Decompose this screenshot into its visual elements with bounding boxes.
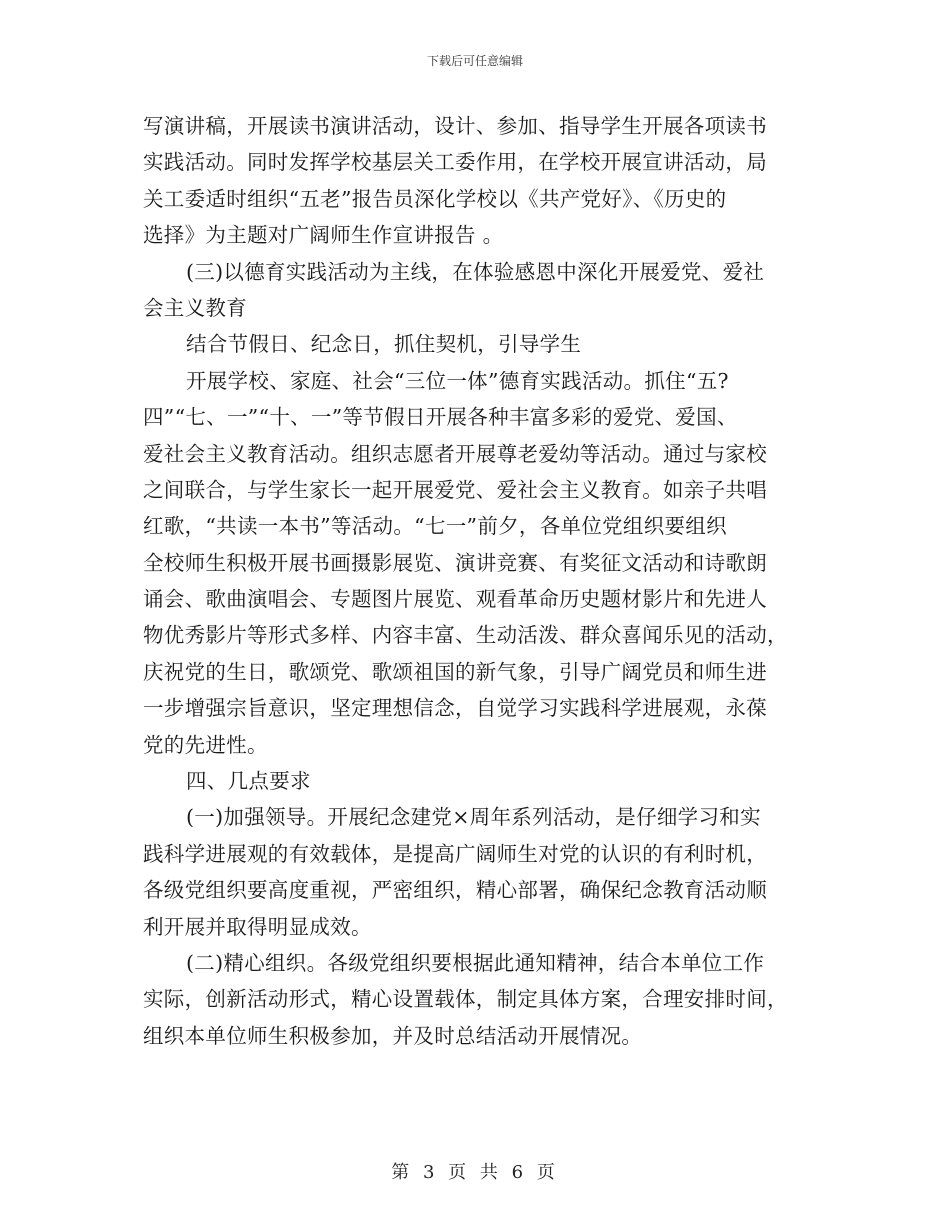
text-line: 物优秀影片等形式多样、内容丰富、生动活泼、群众喜闻乐见的活动， [143, 623, 788, 648]
text-line: (二)精心组织。各级党组织要根据此通知精神，结合本单位工作 [186, 950, 765, 975]
text-line: 践科学进展观的有效载体，是提高广阔师生对党的认识的有利时机， [143, 841, 767, 866]
text-line: 利开展并取得明显成效。 [143, 914, 372, 939]
text-line: 会主义教育 [143, 295, 247, 320]
text-line: 爱社会主义教育活动。组织志愿者开展尊老爱幼等活动。通过与家校 [143, 441, 767, 466]
text-line: 之间联合，与学生家长一起开展爱党、爱社会主义教育。如亲子共唱 [143, 477, 767, 502]
text-line: 实际，创新活动形式，精心设置载体，制定具体方案，合理安排时间， [143, 987, 788, 1012]
text-line: 庆祝党的生日，歌颂党、歌颂祖国的新气象，引导广阔党员和师生进 [143, 659, 767, 684]
text-line: 关工委适时组织“五老”报告员深化学校以《共产党好》、《历史的 [143, 186, 727, 211]
text-line: 结合节假日、纪念日，抓住契机，引导学生 [186, 332, 582, 357]
text-line: 实践活动。同时发挥学校基层关工委作用，在学校开展宣讲活动，局 [143, 150, 767, 175]
text-line: 全校师生积极开展书画摄影展览、演讲竞赛、有奖征文活动和诗歌朗 [143, 550, 767, 575]
text-line: 写演讲稿，开展读书演讲活动，设计、参加、指导学生开展各项读书 [143, 114, 767, 138]
page-footer: 第 3 页 共 6 页 [391, 1162, 559, 1183]
text-line: 选择》为主题对广阔师生作宣讲报告 。 [143, 223, 504, 248]
text-line: (一)加强领导。开展纪念建党×周年系列活动，是仔细学习和实 [186, 805, 761, 830]
text-line: 一步增强宗旨意识，坚定理想信念，自觉学习实践科学进展观，永葆 [143, 696, 767, 721]
text-line: 红歌，“共读一本书”等活动。“七一”前夕，各单位党组织要组织 [143, 514, 727, 539]
text-line: 诵会、歌曲演唱会、专题图片展览、观看革命历史题材影片和先进人 [143, 587, 767, 612]
document-body [143, 108, 811, 1054]
text-line: 组织本单位师生积极参加，并及时总结活动开展情况。 [143, 1023, 643, 1048]
text-line: 开展学校、家庭、社会“三位一体”德育实践活动。抓住“五? [186, 368, 729, 393]
page-header-note: 下载后可任意编辑 [426, 54, 523, 68]
text-line: (三)以德育实践活动为主线，在体验感恩中深化开展爱党、爱社 [186, 259, 765, 284]
text-line: 四、几点要求 [186, 769, 311, 794]
text-line: 四”“七、一”“十、一”等节假日开展各种丰富多彩的爱党、爱国、 [143, 405, 738, 430]
text-line: 党的先进性。 [143, 732, 268, 757]
text-line: 各级党组织要高度重视，严密组织，精心部署，确保纪念教育活动顺 [143, 878, 767, 903]
